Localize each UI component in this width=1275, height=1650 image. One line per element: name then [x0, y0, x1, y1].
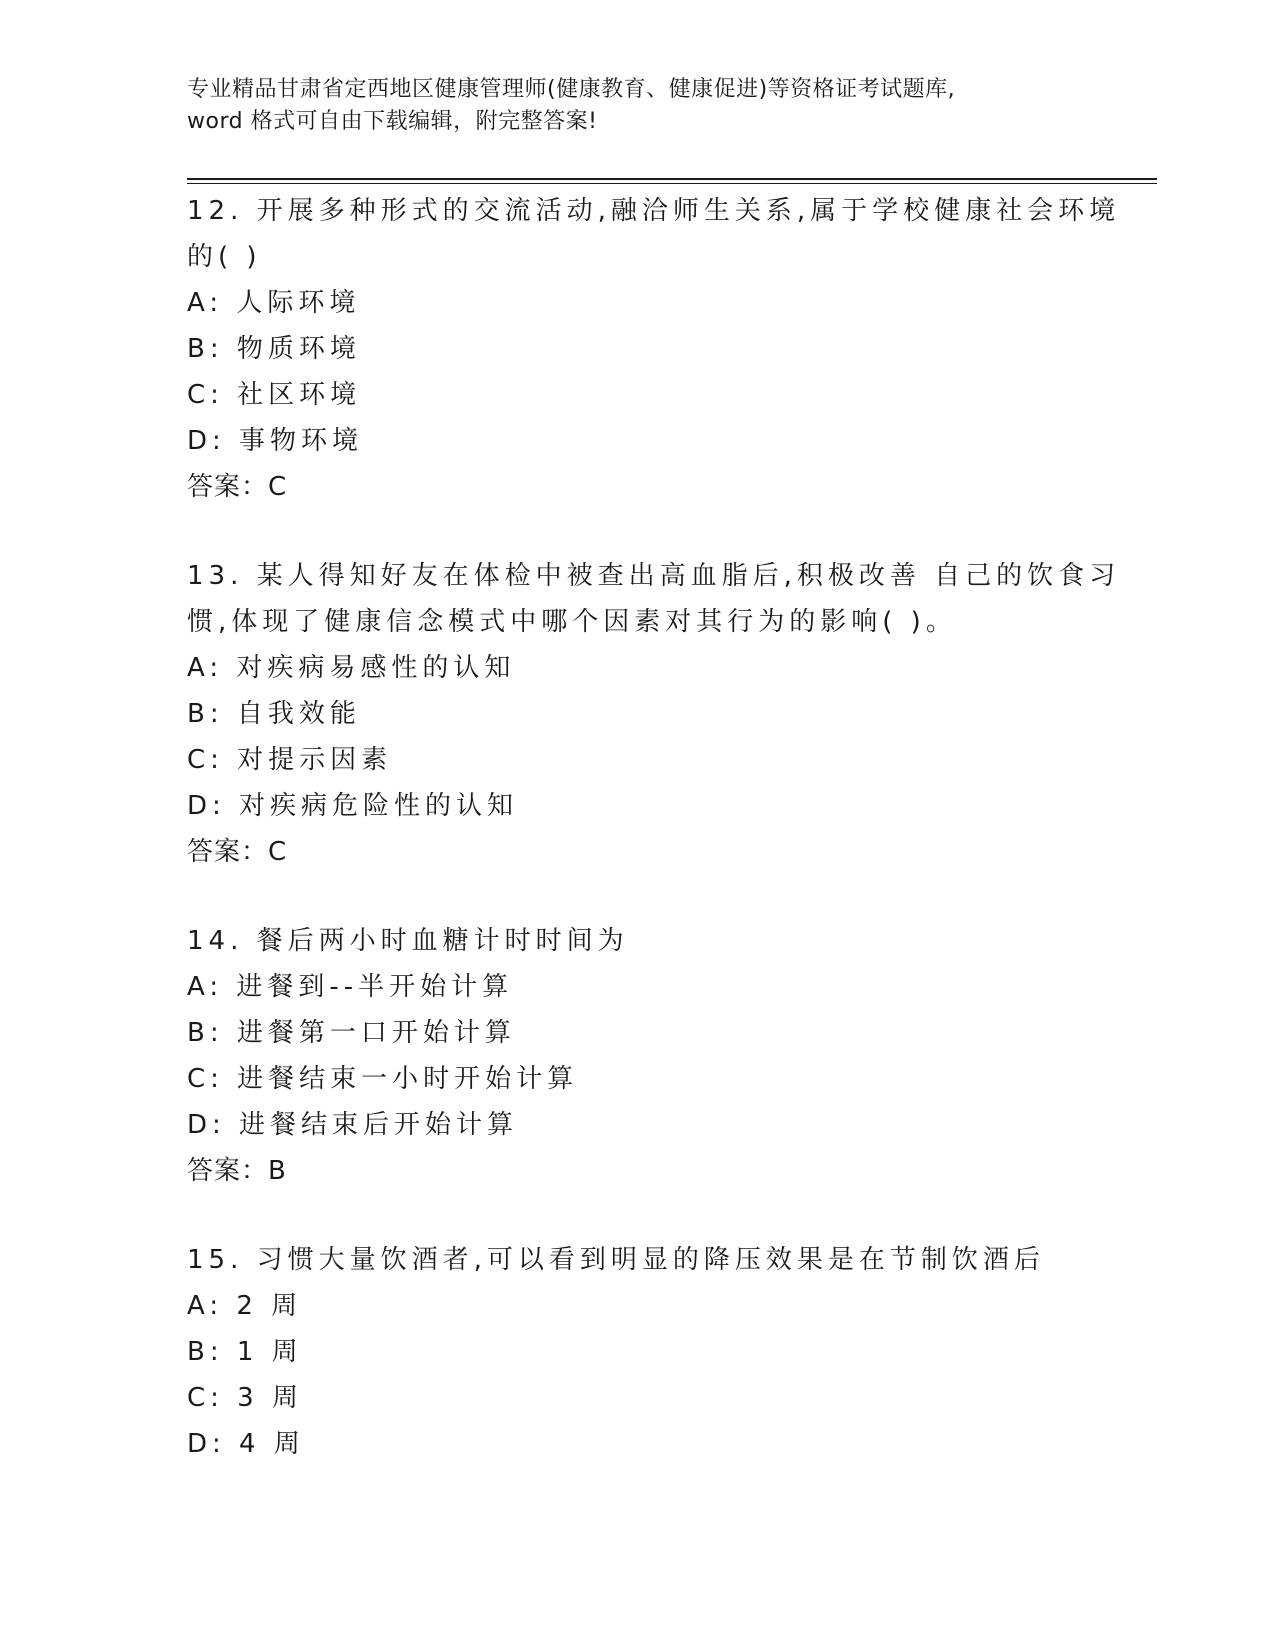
option-a: A: 进餐到--半开始计算: [187, 972, 514, 1002]
question-stem: [187, 918, 1087, 964]
option-d: D: 事物环境: [187, 426, 364, 456]
question-stem: [187, 553, 1121, 645]
option-d: D: 4 周: [187, 1429, 305, 1459]
option-b: B: 进餐第一口开始计算: [187, 1018, 516, 1048]
header-line-1: 专业精品甘肃省定西地区健康管理师(健康教育、健康促进)等资格证考试题库,: [187, 77, 956, 102]
question-14: [187, 918, 1087, 1194]
option-c: C: 对提示因素: [187, 745, 393, 775]
question-stem: [187, 188, 1121, 280]
option-d: D: 进餐结束后开始计算: [187, 1110, 519, 1140]
answer-line: 答案：B: [187, 1156, 287, 1186]
answer-line: 答案：C: [187, 837, 288, 867]
question-stem-line: 的( ): [187, 242, 262, 272]
option-b: B: 物质环境: [187, 334, 361, 364]
option-a: A: 人际环境: [187, 288, 361, 318]
question-stem-line: 15. 习惯大量饮酒者,可以看到明显的降压效果是在节制饮酒后: [187, 1245, 1045, 1275]
question-stem: [187, 1237, 1087, 1283]
question-stem-line: 14. 餐后两小时血糖计时时间为: [187, 926, 629, 956]
question-15: [187, 1237, 1087, 1467]
option-c: C: 社区环境: [187, 380, 362, 410]
option-a: A: 2 周: [187, 1291, 303, 1321]
option-b: B: 1 周: [187, 1337, 303, 1367]
option-d: D: 对疾病危险性的认知: [187, 791, 519, 821]
question-stem-line: 13. 某人得知好友在体检中被查出高血脂后,积极改善 自己的饮食习: [187, 561, 1121, 591]
question-stem-line: 惯,体现了健康信念模式中哪个因素对其行为的影响( )。: [187, 607, 957, 637]
answer-line: 答案：C: [187, 472, 288, 502]
header-divider-thick: [187, 178, 1157, 180]
header-divider-thin: [187, 183, 1157, 184]
header-line-2: word 格式可自由下载编辑，附完整答案!: [187, 109, 598, 134]
option-b: B: 自我效能: [187, 699, 361, 729]
option-c: C: 3 周: [187, 1383, 303, 1413]
question-13: [187, 553, 1121, 875]
question-12: [187, 188, 1121, 510]
option-c: C: 进餐结束一小时开始计算: [187, 1064, 579, 1094]
document-header: [187, 74, 1067, 138]
option-a: A: 对疾病易感性的认知: [187, 653, 516, 683]
question-stem-line: 12. 开展多种形式的交流活动,融洽师生关系,属于学校健康社会环境: [187, 196, 1121, 226]
